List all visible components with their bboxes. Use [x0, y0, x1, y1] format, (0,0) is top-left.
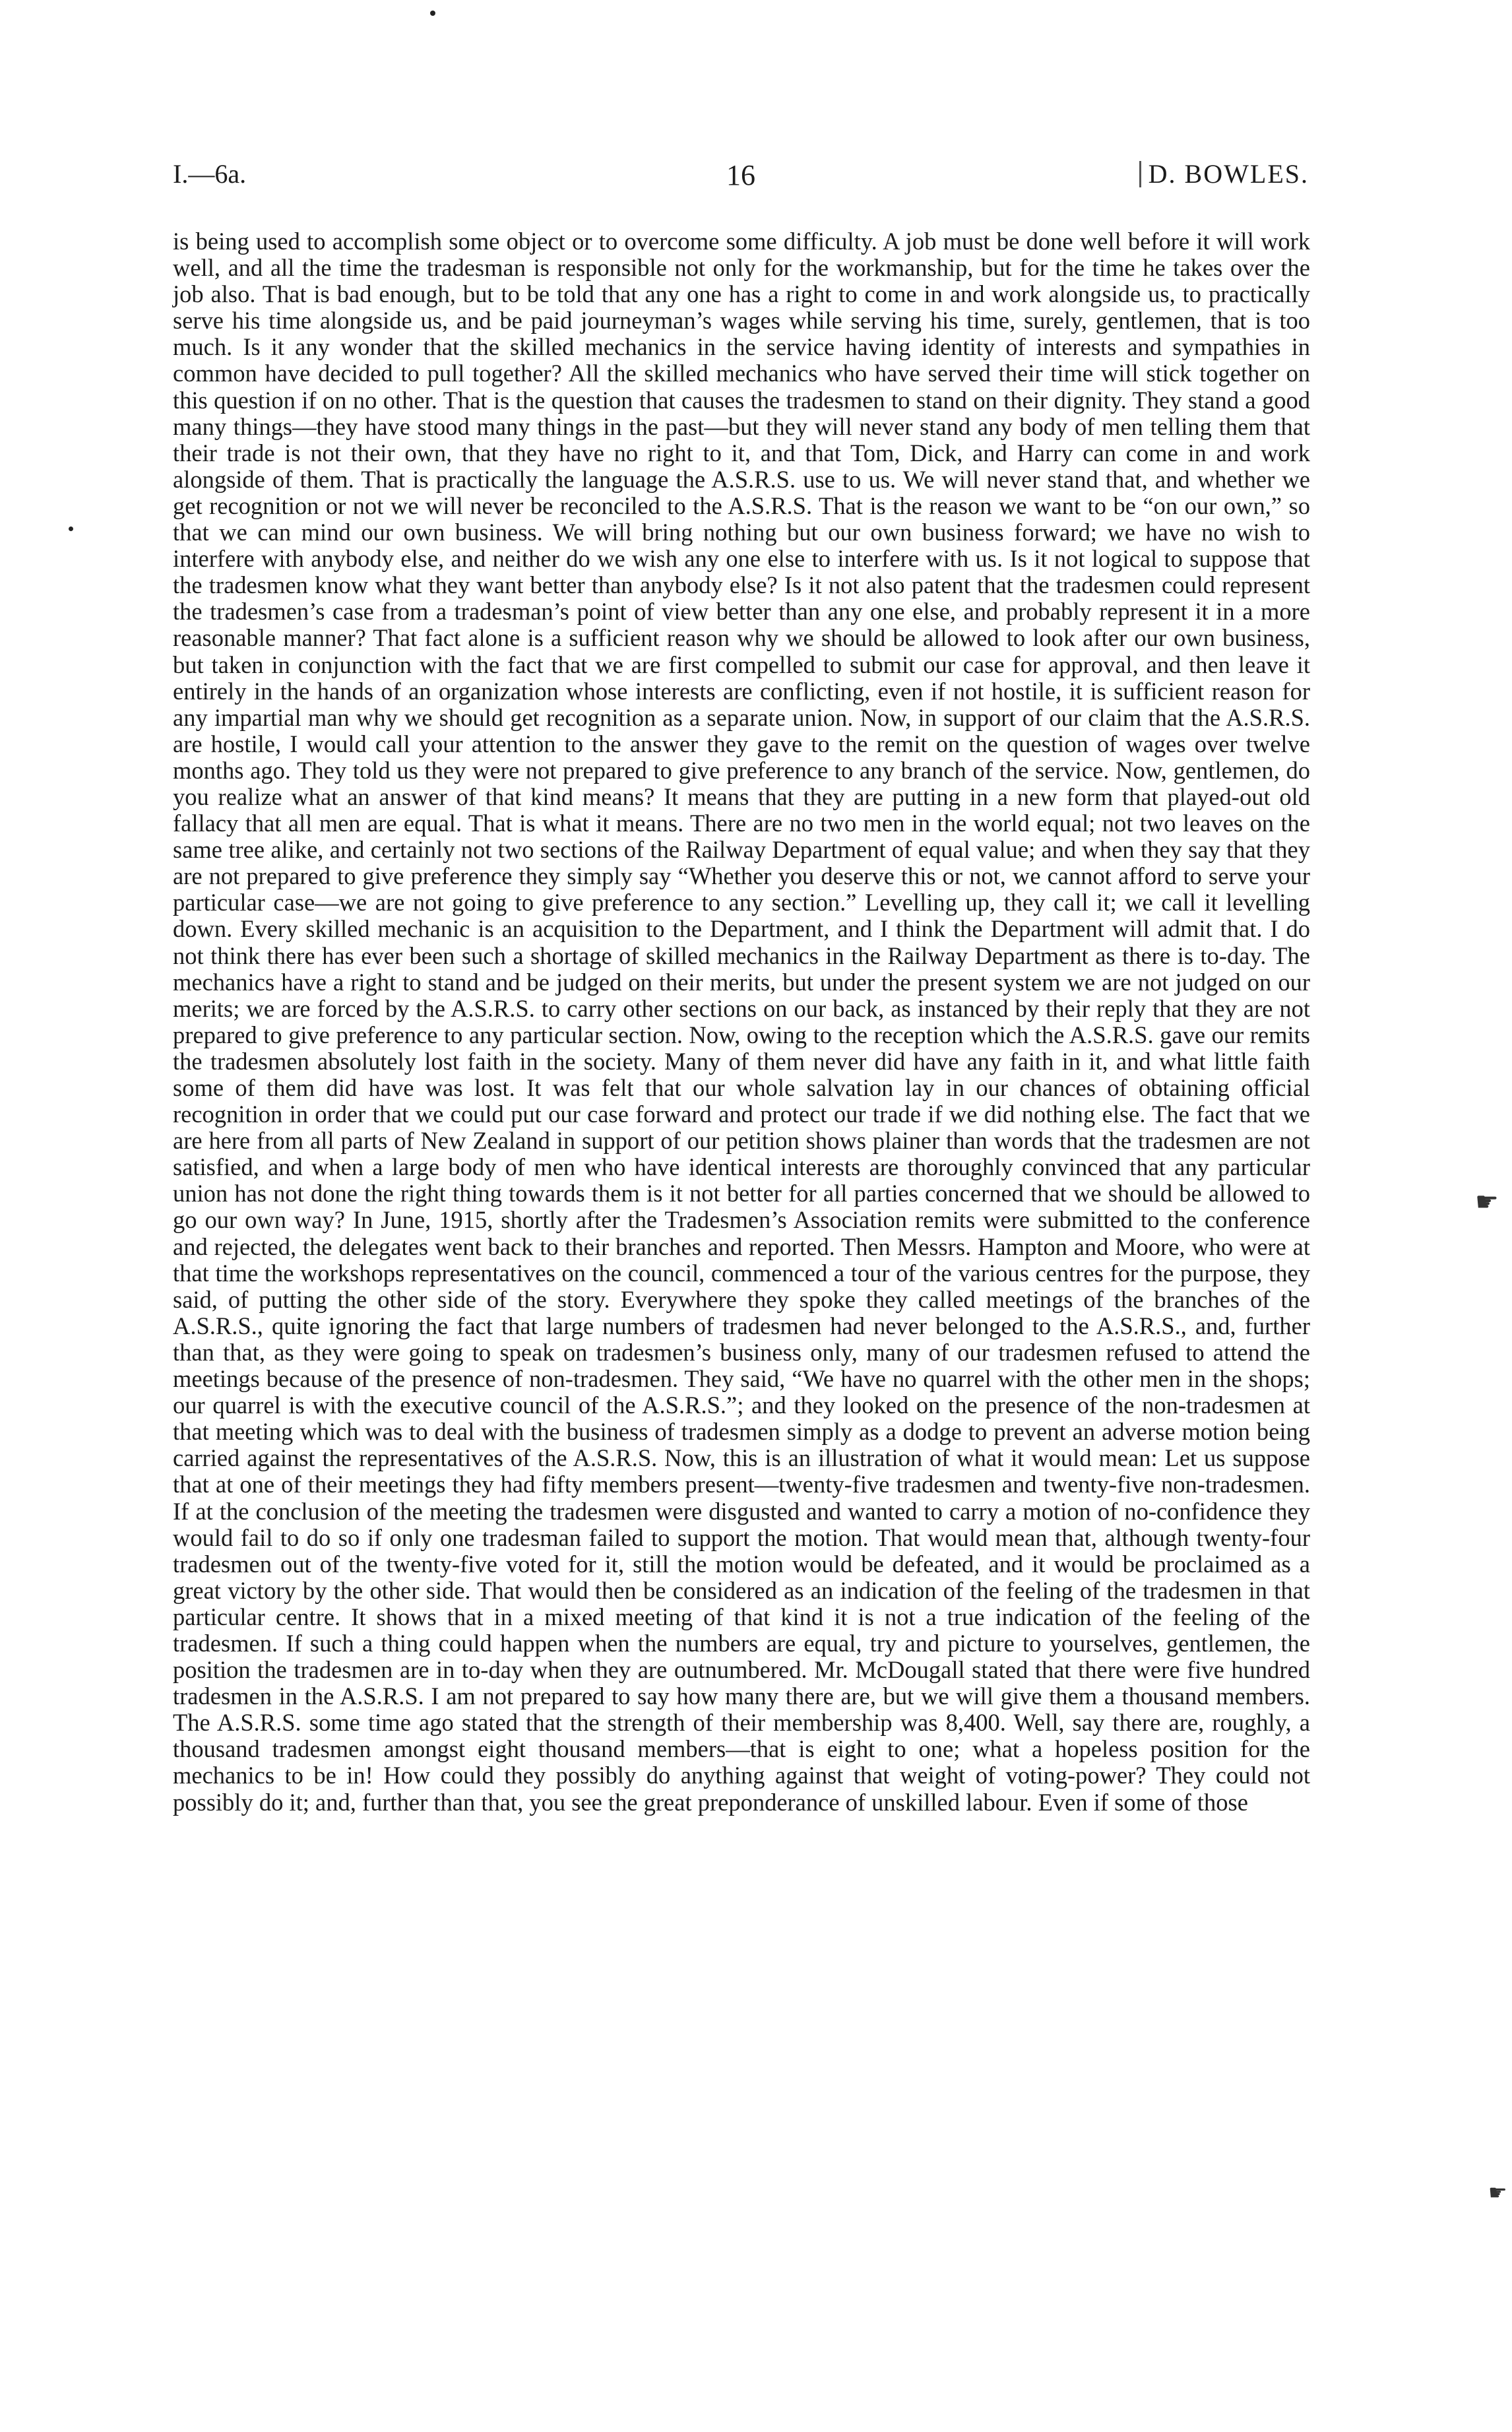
- body-text: [173, 228, 1310, 1816]
- hand-pointer-icon: ☛: [1475, 1187, 1499, 1217]
- witness-name: D. BOWLES.: [1148, 159, 1309, 189]
- page-number: 16: [726, 159, 755, 191]
- hand-pointer-icon: ☛: [1488, 2181, 1507, 2204]
- margin-dot: [69, 527, 73, 531]
- document-reference: I.—6a.: [173, 159, 247, 189]
- ink-dot: [430, 11, 435, 16]
- body-paragraph: is being used to accomplish some object or to overcome some difficulty. A job must be done well before it will work well, and all the time the tradesman is responsible not only for the workmanship, but for the time he takes over the job also. That is bad enough, but to be told that any one has a right to come in and work alongside us, to practically serve his time alongside us, and be paid journeyman’s wages while serving his time, surely, gentlemen, that is too much. Is it any wonder that the skilled mechanics in the service having identity of interests and sympathies in common have decided to pull together? All the skilled mechanics who have served their time will stick together on this question if on no other. That is the question that causes the tradesmen to stand on their dignity. They stand a good many things—they have stood many things in the past—but they will never stand any body of men telling them that their trade is not their own, that they have no right to it, and that Tom, Dick, and Harry can come in and work alongside of them. That is practically the language the A.S.R.S. use to us. We will never stand that, and whether we get recognition or not we will never be reconciled to the A.S.R.S. That is the reason we want to be “on our own,” so that we can mind our own business. We will bring nothing but our own business forward; we have no wish to interfere with anybody else, and neither do we wish any one else to interfere with us. Is it not logical to suppose that the tradesmen know what they want better than anybody else? Is it not also patent that the tradesmen could represent the tradesmen’s case from a tradesman’s point of view better than any one else, and probably represent it in a more reasonable manner? That fact alone is a sufficient reason why we should be allowed to look after our own business, but taken in conjunction with the fact that we are first compelled to submit our case for approval, and then leave it entirely in the hands of an organization whose interests are conflicting, even if not hostile, it is sufficient reason for any impartial man why we should get recognition as a separate union. Now, in support of our claim that the A.S.R.S. are hostile, I would call your attention to the answer they gave to the remit on the question of wages over twelve months ago. They told us they were not prepared to give preference to any branch of the service. Now, gentlemen, do you realize what an answer of that kind means? It means that they are putting in a new form that played-out old fallacy that all men are equal. That is what it means. There are no two men in the world equal; not two leaves on the same tree alike, and certainly not two sections of the Railway Department of equal value; and when they say that they are not prepared to give preference they simply say “Whether you deserve this or not, we cannot afford to serve your particular case—we are not going to give preference to any section.” Levelling up, they call it; we call it levelling down. Every skilled mechanic is an acquisition to the Department, and I think the Department will admit that. I do not think there has ever been such a shortage of skilled mechanics in the Railway Department as there is to-day. The mechanics have a right to stand and be judged on their merits, but under the present system we are not judged on our merits; we are forced by the A.S.R.S. to carry other sections on our back, as instanced by their reply that they are not prepared to give preference to any particular section. Now, owing to the reception which the A.S.R.S. gave our remits the tradesmen absolutely lost faith in the society. Many of them never did have any faith in it, and what little faith some of them did have was lost. It was felt that our whole salvation lay in our chances of obtaining official recognition in order that we could put our case forward and protect our trade if we did nothing else. The fact that we are here from all parts of New Zealand in support of our petition shows plainer than words that the tradesmen are not satisfied, and when a large body of men who have identical interests are thoroughly convinced that any particular union has not done the right thing towards them is it not better for all parties concerned that we should be allowed to go our own way? In June, 1915, shortly after the Tradesmen’s Association remits were submitted to the conference and rejected, the delegates went back to their branches and reported. Then Messrs. Hampton and Moore, who were at that time the workshops representatives on the council, commenced a tour of the various centres for the purpose, they said, of putting the other side of the story. Everywhere they spoke they called meetings of the branches of the A.S.R.S., quite ignoring the fact that large numbers of tradesmen had never belonged to the A.S.R.S., and, further than that, as they were going to speak on tradesmen’s business only, many of our tradesmen refused to attend the meetings because of the presence of non-tradesmen. They said, “We have no quarrel with the other men in the shops; our quarrel is with the executive council of the A.S.R.S.”; and they looked on the presence of the non-tradesmen at that meeting which was to deal with the business of tradesmen simply as a dodge to prevent an adverse motion being carried against the representatives of the A.S.R.S. Now, this is an illustration of what it would mean: Let us suppose that at one of their meetings they had fifty members present—twenty-five tradesmen and twenty-five non-tradesmen. If at the conclusion of the meeting the tradesmen were disgusted and wanted to carry a motion of no-confidence they would fail to do so if only one tradesman failed to support the motion. That would mean that, although twenty-four tradesmen out of the twenty-five voted for it, still the motion would be defeated, and it would be proclaimed as a great victory by the other side. That would then be considered as an indication of the feeling of the tradesmen in that particular centre. It shows that in a mixed meeting of that kind it is not a true indication of the feeling of the tradesmen. If such a thing could happen when the numbers are equal, try and picture to yourselves, gentlemen, the position the tradesmen are in to-day when they are outnumbered. Mr. McDougall stated that there were five hundred tradesmen in the A.S.R.S. I am not prepared to say how many there are, but we will give them a thousand members. The A.S.R.S. some time ago stated that the strength of their membership was 8,400. Well, say there are, roughly, a thousand tradesmen amongst eight thousand members—that is eight to one; what a hopeless position for the mechanics to be in! How could they possibly do anything against that weight of voting-power? They could not possibly do it; and, further than that, you see the great preponderance of unskilled labour. Even if some of those: [173, 228, 1310, 1816]
- page-header: [173, 158, 1309, 198]
